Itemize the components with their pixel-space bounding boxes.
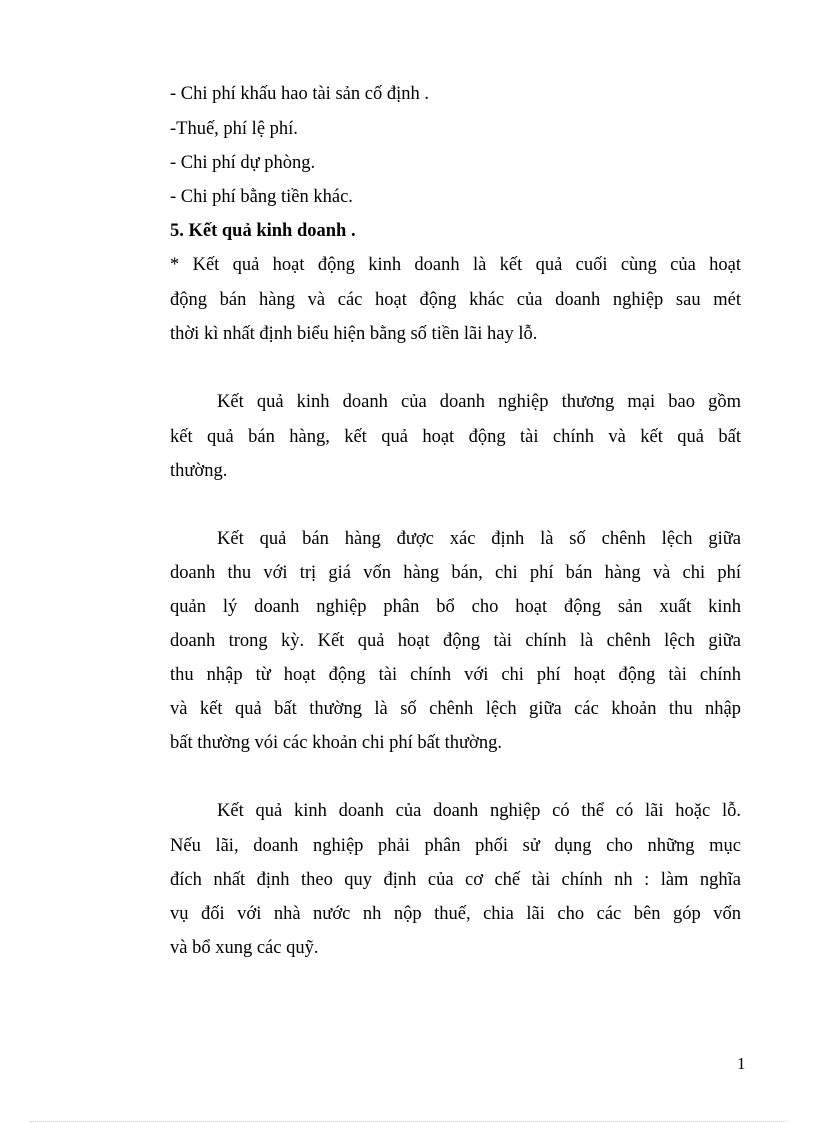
paragraph-2-line: quản lý doanh nghiệp phân bổ cho hoạt động sản xuất kinh — [170, 597, 741, 617]
paragraph-3-line: đích nhất định theo quy định của cơ chế tài chính nh : làm nghĩa — [170, 870, 741, 890]
paragraph-1-line: thường. — [170, 461, 228, 481]
paragraph-2-line: và kết quả bất thường là số chênh lệch giữa các khoản thu nhập — [170, 699, 741, 719]
expense-item-taxes-fees: -Thuế, phí lệ phí. — [170, 119, 298, 139]
paragraph-3-line: vụ đối với nhà nước nh nộp thuế, chia lãi cho các bên góp vốn — [170, 904, 741, 924]
intro-line: * Kết quả hoạt động kinh doanh là kết quả cuối cùng của hoạt — [170, 255, 741, 275]
paragraph-3-line: và bổ xung các quỹ. — [170, 938, 319, 958]
intro-line: thời kì nhất định biểu hiện bằng số tiền lãi hay lỗ. — [170, 324, 538, 344]
paragraph-2-line: Kết quả bán hàng được xác định là số chênh lệch giữa — [217, 529, 741, 549]
paragraph-3-line: Nếu lãi, doanh nghiệp phải phân phối sử dụng cho những mục — [170, 836, 741, 856]
paragraph-1-line: Kết quả kinh doanh của doanh nghiệp thương mại bao gồm — [217, 392, 741, 412]
paragraph-2-line: doanh trong kỳ. Kết quả hoạt động tài chính là chênh lệch giữa — [170, 631, 741, 651]
expense-item-other-cash: - Chi phí bằng tiền khác. — [170, 187, 353, 207]
page-number: 1 — [737, 1054, 746, 1073]
footer-divider — [30, 1121, 786, 1122]
paragraph-2-line: bất thường vói các khoản chi phí bất thường. — [170, 733, 502, 753]
expense-item-depreciation: - Chi phí khấu hao tài sản cố định . — [170, 84, 429, 104]
paragraph-1-line: kết quả bán hàng, kết quả hoạt động tài chính và kết quả bất — [170, 427, 741, 447]
paragraph-3-line: Kết quả kinh doanh của doanh nghiệp có thể có lãi hoặc lỗ. — [217, 801, 741, 821]
intro-line: động bán hàng và các hoạt động khác của doanh nghiệp sau mét — [170, 290, 741, 310]
expense-item-provisions: - Chi phí dự phòng. — [170, 153, 316, 173]
paragraph-2-line: doanh thu với trị giá vốn hàng bán, chi phí bán hàng và chi phí — [170, 563, 741, 583]
paragraph-2-line: thu nhập từ hoạt động tài chính với chi phí hoạt động tài chính — [170, 665, 741, 685]
section-heading: 5. Kết quả kinh doanh . — [170, 221, 356, 241]
